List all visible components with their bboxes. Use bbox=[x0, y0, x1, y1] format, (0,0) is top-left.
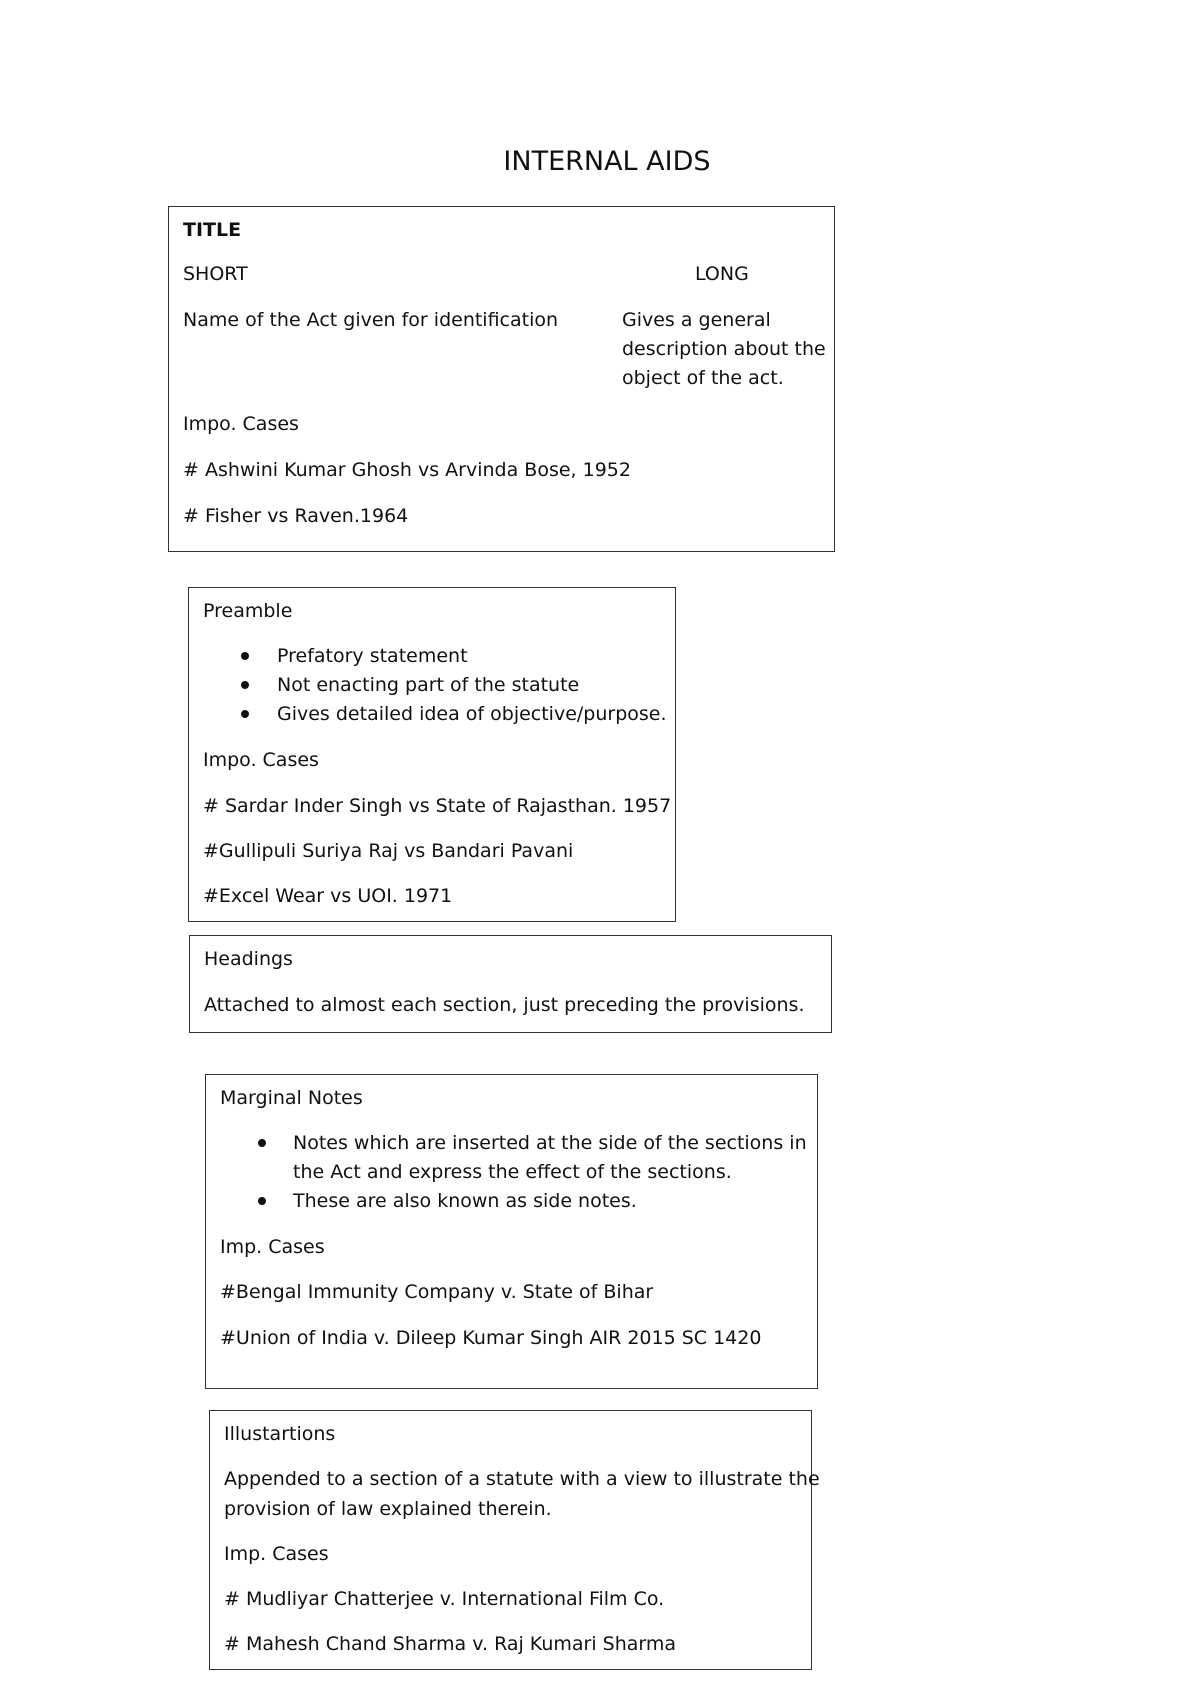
bullet-text: Prefatory statement bbox=[277, 645, 468, 667]
bullet-text: Notes which are inserted at the side of the sections in bbox=[293, 1132, 807, 1154]
page-title: INTERNAL AIDS bbox=[503, 146, 711, 177]
long-label: LONG bbox=[695, 263, 749, 285]
marginal-notes-heading: Marginal Notes bbox=[220, 1087, 363, 1109]
preamble-heading: Preamble bbox=[203, 600, 293, 622]
illustrations-box bbox=[209, 1410, 820, 1670]
long-description-line: Gives a general bbox=[622, 309, 771, 331]
case-item: # Ashwini Kumar Ghosh vs Arvinda Bose, 1952 bbox=[183, 459, 631, 481]
case-item: # Mudliyar Chatterjee v. International Film Co. bbox=[224, 1588, 665, 1610]
cases-label: Imp. Cases bbox=[224, 1543, 329, 1565]
bullet-icon bbox=[258, 1197, 266, 1205]
long-description-line: object of the act. bbox=[622, 367, 784, 389]
bullet-icon bbox=[258, 1139, 266, 1147]
case-item: #Gullipuli Suriya Raj vs Bandari Pavani bbox=[203, 840, 574, 862]
bullet-text: Not enacting part of the statute bbox=[277, 674, 580, 696]
case-item: #Excel Wear vs UOI. 1971 bbox=[203, 885, 453, 907]
bullet-icon bbox=[241, 710, 249, 718]
preamble-box bbox=[188, 587, 676, 922]
headings-box bbox=[189, 935, 832, 1033]
short-description: Name of the Act given for identification bbox=[183, 309, 559, 331]
title-box bbox=[168, 206, 835, 552]
bullet-icon bbox=[241, 652, 249, 660]
bullet-text-continued: the Act and express the effect of the sections. bbox=[293, 1161, 732, 1183]
bullet-icon bbox=[241, 681, 249, 689]
case-item: # Mahesh Chand Sharma v. Raj Kumari Sharma bbox=[224, 1633, 677, 1655]
cases-label: Impo. Cases bbox=[183, 413, 299, 435]
cases-label: Imp. Cases bbox=[220, 1236, 325, 1258]
headings-heading: Headings bbox=[204, 948, 293, 970]
headings-text: Attached to almost each section, just preceding the provisions. bbox=[204, 994, 805, 1016]
title-box-heading: TITLE bbox=[183, 219, 242, 241]
marginal-notes-box bbox=[205, 1074, 818, 1389]
cases-label: Impo. Cases bbox=[203, 749, 319, 771]
short-label: SHORT bbox=[183, 263, 248, 285]
case-item: #Bengal Immunity Company v. State of Bihar bbox=[220, 1281, 654, 1303]
case-item: # Fisher vs Raven.1964 bbox=[183, 505, 409, 527]
case-item: # Sardar Inder Singh vs State of Rajasthan. 1957 bbox=[203, 795, 672, 817]
long-description-line: description about the bbox=[622, 338, 826, 360]
bullet-text: Gives detailed idea of objective/purpose. bbox=[277, 703, 667, 725]
case-item: #Union of India v. Dileep Kumar Singh AIR 2015 SC 1420 bbox=[220, 1327, 762, 1349]
illustrations-text: Appended to a section of a statute with a view to illustrate the bbox=[224, 1468, 820, 1490]
illustrations-heading: Illustartions bbox=[224, 1423, 336, 1445]
bullet-text: These are also known as side notes. bbox=[293, 1190, 637, 1212]
illustrations-text: provision of law explained therein. bbox=[224, 1498, 552, 1520]
